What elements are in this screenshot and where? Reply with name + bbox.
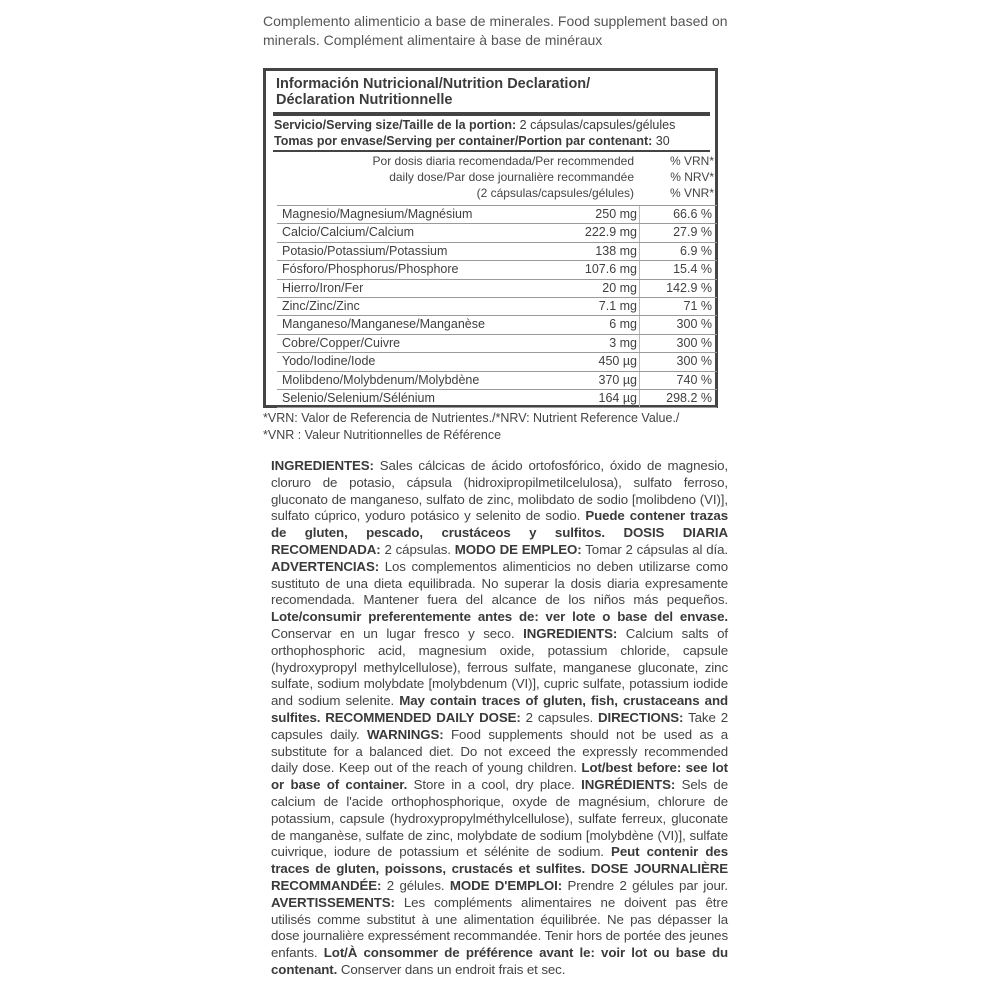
nutrient-name: Molibdeno/Molybdenum/Molybdène bbox=[282, 372, 480, 387]
nutrient-amount: 107.6 mg bbox=[584, 262, 637, 277]
ingredients-segment: 2 cápsulas. bbox=[380, 541, 455, 557]
ingredients-segment: 2 gélules. bbox=[381, 877, 450, 893]
column-separator bbox=[639, 372, 640, 389]
nutrient-row bbox=[277, 242, 717, 260]
ingredients-bold-segment: Puede contener trazas de gluten, pescado, crustáceos y sulfitos. DOSIS DIARIA RECOMENDADA: bbox=[271, 508, 728, 557]
ingredients-bold-segment: MODE D'EMPLOI: bbox=[449, 877, 563, 893]
column-separator bbox=[639, 224, 640, 241]
nutrient-row bbox=[277, 352, 717, 370]
ingredients-segment: Tomar 2 cápsulas al día. bbox=[581, 541, 729, 557]
ingredients-segment: Conservar en un lugar fresco y seco. bbox=[271, 625, 524, 641]
ingredients-bold-segment: AVERTISSEMENTS: bbox=[271, 894, 395, 910]
ingredients-segment: 2 capsules. bbox=[520, 709, 599, 725]
header-vrn: % VRN* bbox=[669, 154, 714, 168]
serving-size-label: Servicio/Serving size/Taille de la portion: bbox=[274, 118, 517, 132]
footnote bbox=[263, 410, 733, 444]
column-separator bbox=[639, 353, 640, 370]
ingredients-bold-segment: INGRÉDIENTS: bbox=[581, 777, 676, 793]
ingredients-bold-segment: DIRECTIONS: bbox=[598, 709, 684, 725]
ingredients-bold-segment: MODO DE EMPLEO: bbox=[454, 541, 582, 557]
ingredients-segment: Sels de calcium de l'acide orthophosphorique, oxyde de magnésium, chlorure de potassium, capsule (hydroxypropylméthylcellulose), sulfate ferreux, gluconate de manganèse, sulfate de zinc, molybdate de sodium [molybdène (VI)], sulfate cuivrique, iodure de potassium et sélénite de sodium. bbox=[271, 777, 729, 860]
nutrient-vrn: 300 % bbox=[676, 354, 712, 369]
nutrient-row bbox=[277, 389, 717, 408]
column-separator bbox=[639, 243, 640, 260]
column-separator bbox=[639, 335, 640, 352]
nutrient-amount: 6 mg bbox=[609, 317, 637, 332]
ingredients-bold-segment: Lot/À consommer de préférence avant le: voir lot ou base du contenant. bbox=[271, 945, 728, 977]
nutrient-amount: 250 mg bbox=[595, 207, 637, 221]
header-dose-line-1: Por dosis diaria recomendada/Per recommended bbox=[372, 154, 634, 168]
nutrient-row bbox=[277, 297, 717, 315]
ingredients-bold-segment: May contain traces of gluten, fish, crustaceans and sulfites. RECOMMENDED DAILY DOSE: bbox=[271, 693, 728, 725]
ingredients-bold-segment: ADVERTENCIAS: bbox=[271, 558, 380, 574]
ingredients-segment: Calcium salts of orthophosphoric acid, magnesium oxide, potassium chloride, capsule (hydroxypropyl methylcellulose), ferrous sulfate, manganese gluconate, zinc sulfate, sodium molybdate [molybdenum (VI)], cupric sulfate, potassium iodide and sodium selenite. bbox=[271, 625, 728, 709]
title-line-2: Déclaration Nutritionnelle bbox=[276, 92, 453, 108]
ingredients-bold-segment: WARNINGS: bbox=[366, 726, 444, 742]
nutrition-table-title bbox=[276, 76, 706, 108]
nutrient-amount: 164 µg bbox=[598, 390, 637, 405]
ingredients-segment: Sales cálcicas de ácido ortofosfórico, óxido de magnesio, cloruro de potasio, cápsula (hidroxipropilmetilcelulosa), sulfato ferroso, gluconato de manganeso, sulfato de zinc, molibdato de sodio [molibdeno (VI)], sulfato cúprico, yoduro potásico y selenito de sodio. bbox=[271, 458, 728, 524]
ingredients-segment: Prendre 2 gélules par jour. bbox=[562, 877, 728, 893]
servings-per-label: Tomas por envase/Serving per container/Portion par contenant: bbox=[274, 134, 653, 148]
serving-size bbox=[274, 118, 675, 133]
nutrient-vrn: 740 % bbox=[676, 372, 712, 387]
column-separator bbox=[639, 316, 640, 333]
nutrient-vrn: 71 % bbox=[683, 298, 712, 313]
nutrient-amount: 222.9 mg bbox=[584, 225, 637, 240]
column-separator bbox=[639, 280, 640, 297]
product-description: Complemento alimenticio a base de minerales. Food supplement based on minerals. Complément alimentaire à base de minéraux bbox=[263, 13, 728, 48]
ingredients-segment: Les compléments alimentaires ne doivent pas être utilisés comme substitut à une alimentation équilibrée. Ne pas dépasser la dose journalière expressément recommandée. Tenir hors de portée des jeunes enfants. bbox=[271, 894, 728, 961]
nutrient-vrn: 66.6 % bbox=[673, 207, 712, 221]
header-dose-line-2: daily dose/Par dose journalière recommandée bbox=[389, 170, 634, 184]
nutrient-row bbox=[277, 223, 717, 241]
column-separator bbox=[639, 390, 640, 407]
column-separator bbox=[639, 206, 640, 223]
servings-per-value: 30 bbox=[652, 134, 670, 148]
ingredients-text bbox=[271, 458, 728, 979]
footnote-line-2: *VNR : Valeur Nutritionnelles de Référence bbox=[263, 428, 502, 442]
thick-divider bbox=[273, 112, 710, 116]
nutrient-vrn: 142.9 % bbox=[666, 280, 712, 295]
ingredients-bold-segment: Peut contenir des traces de gluten, poissons, crustacés et sulfites. DOSE JOURNALIÈRE RECOMMANDÉE: bbox=[271, 844, 729, 893]
nutrient-row bbox=[277, 279, 717, 297]
nutrient-vrn: 298.2 % bbox=[666, 390, 712, 405]
nutrient-name: Hierro/Iron/Fer bbox=[282, 280, 364, 295]
column-separator bbox=[639, 298, 640, 315]
ingredients-segment: Take 2 capsules daily. bbox=[271, 709, 728, 742]
nutrient-amount: 3 mg bbox=[609, 335, 637, 350]
nutrition-table bbox=[263, 68, 718, 408]
column-separator bbox=[639, 261, 640, 278]
nutrient-vrn: 15.4 % bbox=[673, 262, 712, 277]
title-line-1: Información Nutricional/Nutrition Declaration/ bbox=[276, 76, 591, 92]
ingredients-bold-segment: Lot/best before: see lot or base of container. bbox=[271, 760, 728, 793]
servings-per-container bbox=[274, 134, 670, 149]
header-nrv: % NRV* bbox=[670, 170, 714, 184]
ingredients-bold-segment: INGREDIENTS: bbox=[523, 625, 618, 641]
ingredients-bold-segment: Lote/consumir preferentemente antes de: ver lote o base del envase. bbox=[271, 609, 728, 625]
nutrient-vrn: 300 % bbox=[676, 317, 712, 332]
ingredients-segment: Store in a cool, dry place. bbox=[407, 777, 582, 793]
footnote-line-1: *VRN: Valor de Referencia de Nutrientes./*NRV: Nutrient Reference Value./ bbox=[263, 411, 680, 425]
nutrient-name: Potasio/Potassium/Potassium bbox=[282, 243, 448, 258]
serving-size-value: 2 cápsulas/capsules/gélules bbox=[516, 118, 676, 132]
nutrient-name: Zinc/Zinc/Zinc bbox=[282, 298, 360, 313]
ingredients-segment: Food supplements should not be used as a substitute for a balanced diet. Do not exceed the expressly recommended daily dose. Keep out of the reach of young children. bbox=[271, 726, 728, 776]
nutrient-name: Calcio/Calcium/Calcium bbox=[282, 225, 414, 240]
nutrient-row bbox=[277, 205, 717, 223]
nutrient-amount: 7.1 mg bbox=[598, 298, 637, 313]
divider bbox=[273, 150, 710, 152]
ingredients-bold-segment: INGREDIENTES: bbox=[271, 458, 374, 473]
nutrient-vrn: 300 % bbox=[676, 335, 712, 350]
nutrient-amount: 370 µg bbox=[598, 372, 637, 387]
nutrient-name: Cobre/Copper/Cuivre bbox=[282, 335, 401, 350]
nutrient-row bbox=[277, 260, 717, 278]
nutrient-row bbox=[277, 315, 717, 333]
nutrient-name: Manganeso/Manganese/Manganèse bbox=[282, 317, 485, 332]
nutrient-name: Yodo/Iodine/Iode bbox=[282, 354, 376, 369]
nutrient-row bbox=[277, 371, 717, 389]
nutrient-vrn: 6.9 % bbox=[680, 243, 712, 258]
nutrient-amount: 138 mg bbox=[595, 243, 637, 258]
ingredients-segment: Conserver dans un endroit frais et sec. bbox=[337, 961, 566, 977]
header-dose-line-3: (2 cápsulas/capsules/gélules) bbox=[476, 186, 634, 200]
nutrient-vrn: 27.9 % bbox=[673, 225, 712, 240]
nutrient-name: Magnesio/Magnesium/Magnésium bbox=[282, 207, 473, 221]
nutrient-amount: 450 µg bbox=[598, 354, 637, 369]
header-vnr: % VNR* bbox=[669, 186, 714, 200]
nutrient-row bbox=[277, 334, 717, 352]
nutrient-rows bbox=[277, 205, 717, 408]
ingredients-segment: Los complementos alimenticios no deben utilizarse como sustituto de una dieta equilibrada. No superar la dosis diaria expresamente recomendada. Mantener fuera del alcance de los niños más pequeños. bbox=[271, 558, 728, 608]
nutrient-name: Fósforo/Phosphorus/Phosphore bbox=[282, 262, 459, 277]
nutrient-amount: 20 mg bbox=[602, 280, 637, 295]
nutrient-name: Selenio/Selenium/Sélénium bbox=[282, 390, 435, 405]
